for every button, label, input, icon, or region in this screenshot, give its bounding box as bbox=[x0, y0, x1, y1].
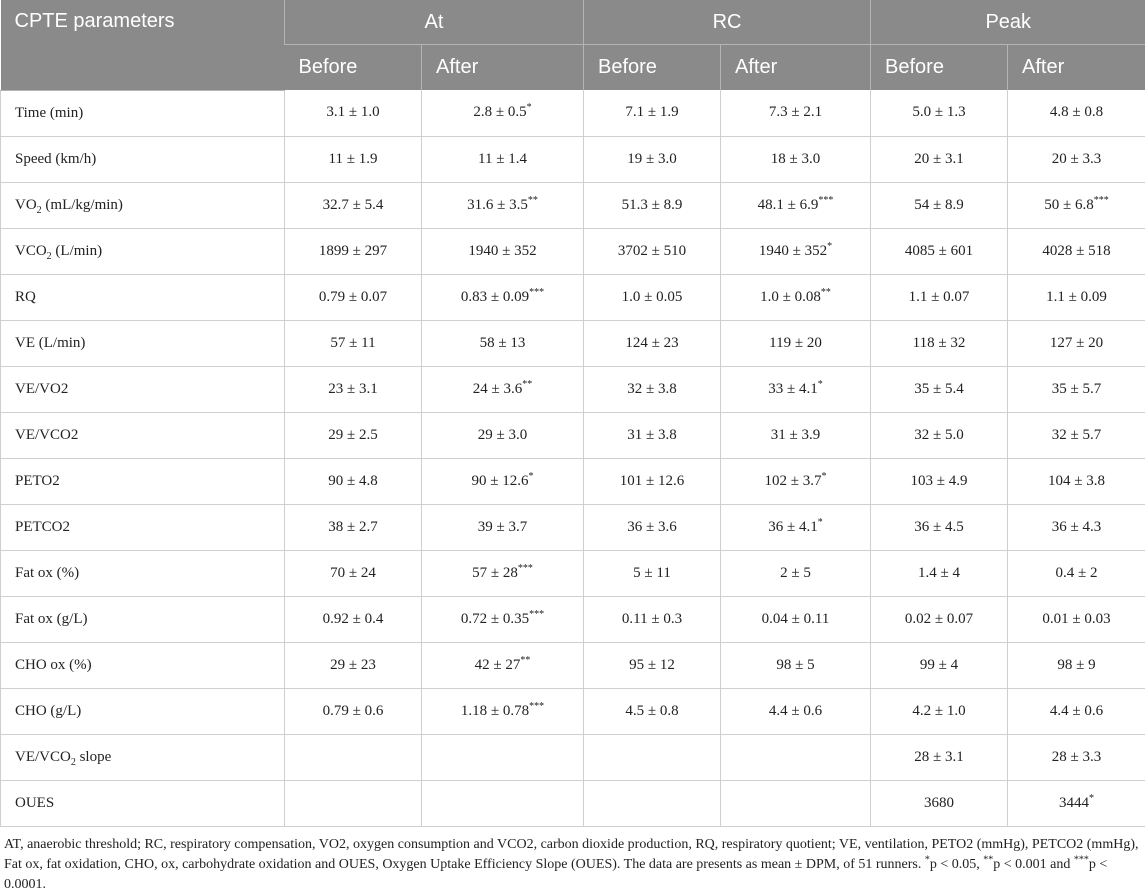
table-cell bbox=[285, 228, 422, 274]
row-label-text: Fat ox (%) bbox=[15, 565, 79, 581]
row-label-subscript: 2 bbox=[71, 757, 76, 768]
table-cell bbox=[871, 90, 1008, 136]
table-cell bbox=[721, 90, 871, 136]
cell-value: 31 ± 3.9 bbox=[771, 427, 820, 443]
row-label-text: CHO (g/L) bbox=[15, 703, 81, 719]
table-cell bbox=[584, 734, 721, 780]
table-cell bbox=[721, 366, 871, 412]
cell-value: 0.02 ± 0.07 bbox=[905, 611, 973, 627]
cell-value: 57 ± 11 bbox=[330, 335, 375, 351]
cell-value: 33 ± 4.1 bbox=[768, 381, 817, 397]
cell-value: 38 ± 2.7 bbox=[328, 519, 377, 535]
cell-value: 3.1 ± 1.0 bbox=[326, 104, 379, 120]
table-footnote bbox=[0, 827, 1145, 895]
row-label-text: VO bbox=[15, 197, 37, 213]
row-label bbox=[1, 90, 285, 136]
row-label-text: RQ bbox=[15, 289, 36, 305]
cell-value: 36 ± 4.1 bbox=[768, 519, 817, 535]
table-cell bbox=[721, 136, 871, 182]
footnote-sig1-text: p < 0.05, bbox=[930, 857, 983, 872]
subheader-rc-before: Before bbox=[584, 45, 721, 91]
table-cell bbox=[285, 780, 422, 826]
table-row bbox=[1, 366, 1145, 412]
row-label bbox=[1, 688, 285, 734]
table-cell bbox=[285, 642, 422, 688]
subheader-peak-before: Before bbox=[871, 45, 1008, 91]
cell-value: 1.1 ± 0.09 bbox=[1046, 289, 1107, 305]
corner-header: CPTE parameters bbox=[1, 0, 285, 90]
cell-value: 1.18 ± 0.78 bbox=[461, 703, 529, 719]
table-cell bbox=[584, 228, 721, 274]
cell-value: 54 ± 8.9 bbox=[914, 197, 963, 213]
cell-value: 0.92 ± 0.4 bbox=[323, 611, 384, 627]
table-row bbox=[1, 320, 1145, 366]
table-cell bbox=[285, 688, 422, 734]
table-cell bbox=[871, 228, 1008, 274]
cell-value: 57 ± 28 bbox=[472, 565, 518, 581]
table-cell bbox=[721, 504, 871, 550]
table-cell bbox=[871, 182, 1008, 228]
cell-value: 0.79 ± 0.6 bbox=[323, 703, 384, 719]
cell-value: 5 ± 11 bbox=[633, 565, 671, 581]
cell-value: 119 ± 20 bbox=[769, 335, 822, 351]
significance-mark: ** bbox=[528, 195, 538, 206]
table-cell bbox=[1008, 320, 1145, 366]
table-cell bbox=[871, 550, 1008, 596]
cell-value: 118 ± 32 bbox=[913, 335, 966, 351]
row-label bbox=[1, 182, 285, 228]
table-cell bbox=[584, 458, 721, 504]
cell-value: 2 ± 5 bbox=[780, 565, 811, 581]
row-label-text: CHO ox (%) bbox=[15, 657, 92, 673]
cell-value: 31.6 ± 3.5 bbox=[467, 197, 528, 213]
table-cell bbox=[721, 596, 871, 642]
table-cell bbox=[422, 366, 584, 412]
table-cell bbox=[584, 90, 721, 136]
footnote-sig1-mark: * bbox=[925, 854, 930, 865]
cell-value: 7.3 ± 2.1 bbox=[769, 104, 822, 120]
cell-value: 101 ± 12.6 bbox=[620, 473, 684, 489]
cell-value: 35 ± 5.7 bbox=[1052, 381, 1101, 397]
cell-value: 24 ± 3.6 bbox=[473, 381, 522, 397]
table-cell bbox=[871, 458, 1008, 504]
significance-mark: ** bbox=[821, 287, 831, 298]
cell-value: 1.0 ± 0.08 bbox=[760, 289, 821, 305]
cell-value: 4.8 ± 0.8 bbox=[1050, 104, 1103, 120]
table-cell bbox=[584, 780, 721, 826]
row-label-subscript: 2 bbox=[37, 205, 42, 216]
row-label-text: OUES bbox=[15, 795, 54, 811]
row-label-text: VE/VO2 bbox=[15, 381, 68, 397]
subheader-at-after: After bbox=[422, 45, 584, 91]
table-cell bbox=[721, 550, 871, 596]
table-cell bbox=[285, 90, 422, 136]
table-cell bbox=[1008, 366, 1145, 412]
footnote-sig3-text: p < 0.0001. bbox=[4, 857, 1107, 892]
cell-value: 11 ± 1.9 bbox=[329, 151, 378, 167]
table-cell bbox=[871, 780, 1008, 826]
table-row bbox=[1, 136, 1145, 182]
table-cell bbox=[721, 228, 871, 274]
row-label bbox=[1, 734, 285, 780]
cell-value: 28 ± 3.3 bbox=[1052, 749, 1101, 765]
table-cell bbox=[871, 734, 1008, 780]
table-cell bbox=[584, 366, 721, 412]
cell-value: 32.7 ± 5.4 bbox=[323, 197, 384, 213]
cell-value: 11 ± 1.4 bbox=[478, 151, 527, 167]
cell-value: 32 ± 3.8 bbox=[627, 381, 676, 397]
cell-value: 4.4 ± 0.6 bbox=[769, 703, 822, 719]
table-cell bbox=[1008, 274, 1145, 320]
table-cell bbox=[285, 458, 422, 504]
cell-value: 98 ± 5 bbox=[776, 657, 814, 673]
cell-value: 29 ± 2.5 bbox=[328, 427, 377, 443]
significance-mark: *** bbox=[529, 609, 544, 620]
cell-value: 29 ± 3.0 bbox=[478, 427, 527, 443]
row-label-text: VE/VCO bbox=[15, 749, 71, 765]
significance-mark: * bbox=[818, 379, 823, 390]
significance-mark: ** bbox=[520, 655, 530, 666]
table-cell bbox=[422, 504, 584, 550]
cell-value: 51.3 ± 8.9 bbox=[622, 197, 683, 213]
table-row bbox=[1, 688, 1145, 734]
table-cell bbox=[285, 734, 422, 780]
table-cell bbox=[721, 734, 871, 780]
row-label bbox=[1, 550, 285, 596]
table-cell bbox=[584, 412, 721, 458]
table-row bbox=[1, 458, 1145, 504]
table-cell bbox=[871, 504, 1008, 550]
table-row bbox=[1, 412, 1145, 458]
cell-value: 90 ± 12.6 bbox=[472, 473, 529, 489]
table-cell bbox=[1008, 228, 1145, 274]
table-cell bbox=[721, 458, 871, 504]
cell-value: 23 ± 3.1 bbox=[328, 381, 377, 397]
table-row bbox=[1, 550, 1145, 596]
significance-mark: *** bbox=[518, 563, 533, 574]
cell-value: 3702 ± 510 bbox=[618, 243, 686, 259]
table-cell bbox=[285, 320, 422, 366]
table-cell bbox=[871, 642, 1008, 688]
cell-value: 20 ± 3.1 bbox=[914, 151, 963, 167]
table-cell bbox=[285, 504, 422, 550]
cell-value: 1.4 ± 4 bbox=[918, 565, 960, 581]
row-label-text: Speed (km/h) bbox=[15, 151, 96, 167]
row-label-text: VE (L/min) bbox=[15, 335, 85, 351]
significance-mark: * bbox=[818, 517, 823, 528]
table-cell bbox=[871, 320, 1008, 366]
table-cell bbox=[422, 642, 584, 688]
subheader-peak-after: After bbox=[1008, 45, 1145, 91]
table-row bbox=[1, 90, 1145, 136]
cell-value: 31 ± 3.8 bbox=[627, 427, 676, 443]
table-cell bbox=[721, 642, 871, 688]
table-cell bbox=[721, 688, 871, 734]
cell-value: 124 ± 23 bbox=[625, 335, 678, 351]
table-cell bbox=[285, 182, 422, 228]
cell-value: 3444 bbox=[1059, 795, 1089, 811]
row-label-subscript: 2 bbox=[47, 251, 52, 262]
cell-value: 1.1 ± 0.07 bbox=[909, 289, 970, 305]
table-cell bbox=[584, 320, 721, 366]
table-cell bbox=[871, 688, 1008, 734]
cell-value: 4.2 ± 1.0 bbox=[912, 703, 965, 719]
row-label bbox=[1, 274, 285, 320]
row-label bbox=[1, 780, 285, 826]
table-cell bbox=[285, 366, 422, 412]
table-cell bbox=[422, 90, 584, 136]
table-cell bbox=[871, 274, 1008, 320]
table-cell bbox=[584, 274, 721, 320]
table-cell bbox=[422, 182, 584, 228]
row-label bbox=[1, 136, 285, 182]
table-cell bbox=[721, 320, 871, 366]
table-cell bbox=[871, 366, 1008, 412]
table-cell bbox=[422, 320, 584, 366]
row-label-suffix: (mL/kg/min) bbox=[42, 197, 123, 213]
table-cell bbox=[584, 642, 721, 688]
footnote-sig2-text: p < 0.001 and bbox=[993, 857, 1074, 872]
cell-value: 1899 ± 297 bbox=[319, 243, 387, 259]
cell-value: 0.72 ± 0.35 bbox=[461, 611, 529, 627]
table-cell bbox=[584, 688, 721, 734]
row-label-text: VCO bbox=[15, 243, 47, 259]
table-cell bbox=[422, 688, 584, 734]
row-label-suffix: (L/min) bbox=[52, 243, 102, 259]
cell-value: 42 ± 27 bbox=[475, 657, 521, 673]
table-row bbox=[1, 642, 1145, 688]
cell-value: 0.83 ± 0.09 bbox=[461, 289, 529, 305]
significance-mark: *** bbox=[1094, 195, 1109, 206]
group-header-at: At bbox=[285, 0, 584, 45]
table-cell bbox=[285, 596, 422, 642]
cell-value: 98 ± 9 bbox=[1057, 657, 1095, 673]
cell-value: 127 ± 20 bbox=[1050, 335, 1103, 351]
subheader-at-before: Before bbox=[285, 45, 422, 91]
table-cell bbox=[422, 596, 584, 642]
cell-value: 1940 ± 352 bbox=[759, 243, 827, 259]
table-cell bbox=[1008, 642, 1145, 688]
row-label bbox=[1, 458, 285, 504]
cell-value: 39 ± 3.7 bbox=[478, 519, 527, 535]
table-cell bbox=[871, 136, 1008, 182]
significance-mark: * bbox=[527, 102, 532, 113]
table-cell bbox=[1008, 550, 1145, 596]
row-label-text: Time (min) bbox=[15, 105, 83, 121]
table-cell bbox=[1008, 688, 1145, 734]
row-label-text: PETCO2 bbox=[15, 519, 70, 535]
table-cell bbox=[584, 596, 721, 642]
cell-value: 19 ± 3.0 bbox=[627, 151, 676, 167]
cell-value: 70 ± 24 bbox=[330, 565, 376, 581]
significance-mark: *** bbox=[529, 287, 544, 298]
table-cell bbox=[584, 182, 721, 228]
row-label-text: PETO2 bbox=[15, 473, 60, 489]
cell-value: 36 ± 4.3 bbox=[1052, 519, 1101, 535]
table-cell bbox=[871, 596, 1008, 642]
cell-value: 36 ± 4.5 bbox=[914, 519, 963, 535]
significance-mark: * bbox=[1089, 793, 1094, 804]
cell-value: 2.8 ± 0.5 bbox=[473, 104, 526, 120]
table-row bbox=[1, 504, 1145, 550]
footnote-sig3-mark: *** bbox=[1074, 854, 1089, 865]
row-label bbox=[1, 320, 285, 366]
table-row bbox=[1, 734, 1145, 780]
table-cell bbox=[422, 780, 584, 826]
row-label bbox=[1, 412, 285, 458]
cell-value: 3680 bbox=[924, 795, 954, 811]
cell-value: 32 ± 5.0 bbox=[914, 427, 963, 443]
footnote-text: AT, anaerobic threshold; RC, respiratory compensation, VO2, oxygen consumption and VCO2, carbon dioxide production, RQ, respiratory quotient; VE, ventilation, PETO2 (mmHg), PETCO2 (mmHg), Fat ox, fat oxidation, CHO, ox, carbohydrate oxidation and OUES, Oxygen Uptake Efficiency Slope (OUES). The data are presents as mean ± DPM, of 51 runners. bbox=[4, 837, 1138, 872]
table-cell bbox=[422, 734, 584, 780]
table-cell bbox=[1008, 90, 1145, 136]
cell-value: 0.4 ± 2 bbox=[1056, 565, 1098, 581]
cell-value: 29 ± 23 bbox=[330, 657, 376, 673]
row-label bbox=[1, 642, 285, 688]
row-label-text: VE/VCO2 bbox=[15, 427, 78, 443]
cell-value: 28 ± 3.1 bbox=[914, 749, 963, 765]
cell-value: 36 ± 3.6 bbox=[627, 519, 676, 535]
cell-value: 0.04 ± 0.11 bbox=[762, 611, 830, 627]
table-cell bbox=[584, 504, 721, 550]
table-cell bbox=[721, 274, 871, 320]
cell-value: 102 ± 3.7 bbox=[765, 473, 822, 489]
table-row bbox=[1, 228, 1145, 274]
cell-value: 4.5 ± 0.8 bbox=[625, 703, 678, 719]
table-cell bbox=[721, 412, 871, 458]
table-cell bbox=[1008, 412, 1145, 458]
table-cell bbox=[1008, 734, 1145, 780]
table-cell bbox=[285, 136, 422, 182]
cell-value: 95 ± 12 bbox=[629, 657, 675, 673]
table-cell bbox=[1008, 136, 1145, 182]
cell-value: 0.01 ± 0.03 bbox=[1042, 611, 1110, 627]
cell-value: 4028 ± 518 bbox=[1042, 243, 1110, 259]
group-header-rc: RC bbox=[584, 0, 871, 45]
cell-value: 20 ± 3.3 bbox=[1052, 151, 1101, 167]
row-label bbox=[1, 596, 285, 642]
cell-value: 90 ± 4.8 bbox=[328, 473, 377, 489]
significance-mark: *** bbox=[818, 195, 833, 206]
table-cell bbox=[584, 550, 721, 596]
table-row bbox=[1, 274, 1145, 320]
table-cell bbox=[1008, 182, 1145, 228]
cell-value: 99 ± 4 bbox=[920, 657, 958, 673]
cell-value: 50 ± 6.8 bbox=[1044, 197, 1093, 213]
table-cell bbox=[1008, 458, 1145, 504]
cell-value: 35 ± 5.4 bbox=[914, 381, 963, 397]
row-label-suffix: slope bbox=[76, 749, 111, 765]
cell-value: 4085 ± 601 bbox=[905, 243, 973, 259]
subheader-rc-after: After bbox=[721, 45, 871, 91]
table-body bbox=[1, 90, 1145, 826]
table-row bbox=[1, 182, 1145, 228]
cell-value: 0.11 ± 0.3 bbox=[622, 611, 682, 627]
table-cell bbox=[285, 412, 422, 458]
table-cell bbox=[422, 136, 584, 182]
significance-mark: * bbox=[827, 241, 832, 252]
cell-value: 58 ± 13 bbox=[480, 335, 526, 351]
table-cell bbox=[584, 136, 721, 182]
cell-value: 32 ± 5.7 bbox=[1052, 427, 1101, 443]
table-cell bbox=[422, 274, 584, 320]
cell-value: 1940 ± 352 bbox=[468, 243, 536, 259]
row-label bbox=[1, 366, 285, 412]
table-cell bbox=[1008, 596, 1145, 642]
row-label bbox=[1, 228, 285, 274]
significance-mark: ** bbox=[522, 379, 532, 390]
footnote-sig2-mark: ** bbox=[983, 854, 993, 865]
table-cell bbox=[721, 182, 871, 228]
table-row bbox=[1, 780, 1145, 826]
table-cell bbox=[1008, 504, 1145, 550]
table-cell bbox=[285, 550, 422, 596]
significance-mark: *** bbox=[529, 701, 544, 712]
table-cell bbox=[721, 780, 871, 826]
table-cell bbox=[422, 550, 584, 596]
table-cell bbox=[1008, 780, 1145, 826]
group-header-peak: Peak bbox=[871, 0, 1145, 45]
table-row bbox=[1, 596, 1145, 642]
significance-mark: * bbox=[528, 471, 533, 482]
table-cell bbox=[422, 458, 584, 504]
cell-value: 5.0 ± 1.3 bbox=[912, 104, 965, 120]
cell-value: 7.1 ± 1.9 bbox=[625, 104, 678, 120]
row-label-text: Fat ox (g/L) bbox=[15, 611, 88, 627]
cell-value: 0.79 ± 0.07 bbox=[319, 289, 387, 305]
cell-value: 103 ± 4.9 bbox=[911, 473, 968, 489]
significance-mark: * bbox=[822, 471, 827, 482]
cell-value: 4.4 ± 0.6 bbox=[1050, 703, 1103, 719]
table-cell bbox=[285, 274, 422, 320]
cell-value: 18 ± 3.0 bbox=[771, 151, 820, 167]
table-cell bbox=[422, 412, 584, 458]
cell-value: 48.1 ± 6.9 bbox=[758, 197, 819, 213]
cell-value: 104 ± 3.8 bbox=[1048, 473, 1105, 489]
table-cell bbox=[871, 412, 1008, 458]
cell-value: 1.0 ± 0.05 bbox=[622, 289, 683, 305]
row-label bbox=[1, 504, 285, 550]
table-cell bbox=[422, 228, 584, 274]
